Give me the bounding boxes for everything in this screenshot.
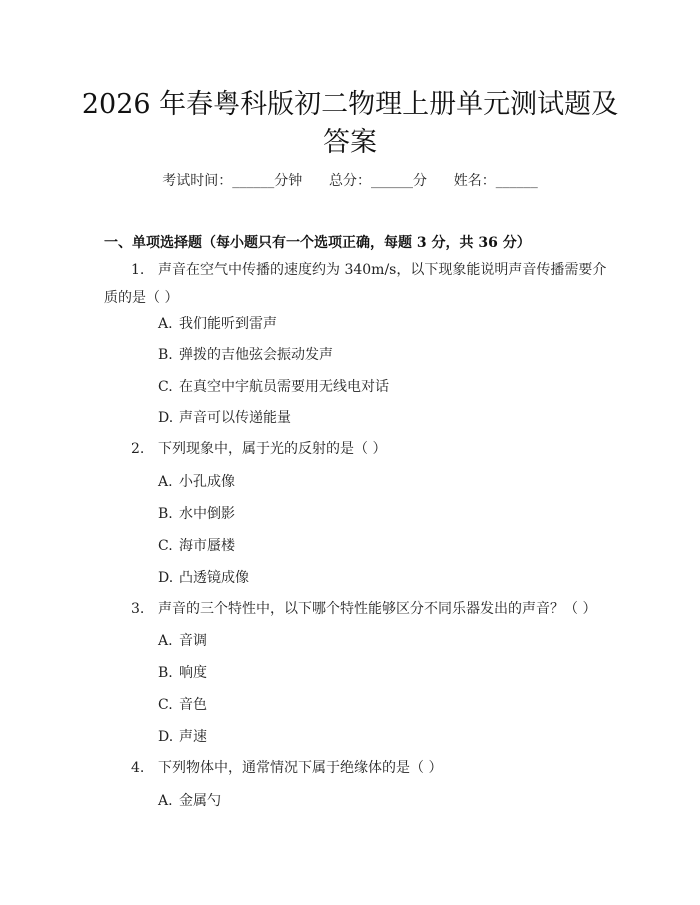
question-number: 3.: [131, 601, 145, 617]
option-2-a: [158, 470, 235, 494]
option-letter: A.: [158, 793, 173, 809]
option-4-a: [158, 789, 221, 813]
option-text: 音色: [179, 697, 207, 713]
question-text: 下列物体中，通常情况下属于绝缘体的是（ ）: [158, 760, 443, 776]
option-text: 音调: [179, 633, 207, 649]
question-number: 2.: [131, 441, 145, 457]
question-2: [131, 437, 386, 461]
option-1-a: [158, 312, 277, 336]
option-letter: B.: [158, 506, 173, 522]
option-letter: B.: [158, 347, 173, 363]
option-text: 水中倒影: [179, 506, 235, 522]
question-number: 4.: [131, 760, 145, 776]
option-text: 弹拨的吉他弦会振动发声: [179, 347, 333, 363]
option-1-d: [158, 406, 291, 430]
document-title-line-2: 答案: [323, 127, 377, 158]
option-letter: B.: [158, 665, 173, 681]
option-letter: A.: [158, 316, 173, 332]
question-text: 下列现象中，属于光的反射的是（ ）: [158, 441, 387, 457]
option-text: 在真空中宇航员需要用无线电对话: [179, 379, 389, 395]
option-text: 海市蜃楼: [179, 538, 235, 554]
option-letter: D.: [158, 729, 174, 745]
question-text: 声音的三个特性中，以下哪个特性能够区分不同乐器发出的声音？（ ）: [158, 601, 597, 617]
option-1-c: [158, 375, 389, 399]
question-1-continuation: 质的是（ ）: [104, 290, 179, 306]
option-text: 凸透镜成像: [179, 570, 249, 586]
option-1-b: [158, 343, 333, 367]
document-title-line-1: 2026 年春粤科版初二物理上册单元测试题及: [81, 89, 619, 120]
option-text: 金属勺: [179, 793, 221, 809]
option-text: 响度: [179, 665, 207, 681]
exam-info-line: 考试时间：______分钟 总分：______分 姓名：______: [162, 173, 538, 189]
option-letter: C.: [158, 697, 173, 713]
option-text: 小孔成像: [179, 474, 235, 490]
option-text: 我们能听到雷声: [179, 316, 277, 332]
question-4: [131, 756, 442, 780]
option-letter: C.: [158, 538, 173, 554]
option-text: 声速: [179, 729, 207, 745]
option-2-c: [158, 534, 235, 558]
option-2-b: [158, 502, 235, 526]
option-2-d: [158, 566, 249, 590]
option-letter: D.: [158, 410, 174, 426]
option-letter: A.: [158, 633, 173, 649]
question-1: [131, 258, 606, 282]
question-number: 1.: [131, 262, 145, 278]
option-3-a: [158, 629, 207, 653]
section-heading: 一、单项选择题（每小题只有一个选项正确，每题 3 分，共 36 分）: [104, 235, 531, 251]
option-letter: A.: [158, 474, 173, 490]
option-3-d: [158, 725, 207, 749]
option-3-c: [158, 693, 207, 717]
option-letter: D.: [158, 570, 174, 586]
question-text: 声音在空气中传播的速度约为 340m/s，以下现象能说明声音传播需要介: [158, 262, 607, 278]
option-letter: C.: [158, 379, 173, 395]
option-text: 声音可以传递能量: [179, 410, 291, 426]
option-3-b: [158, 661, 207, 685]
question-3: [131, 597, 596, 621]
